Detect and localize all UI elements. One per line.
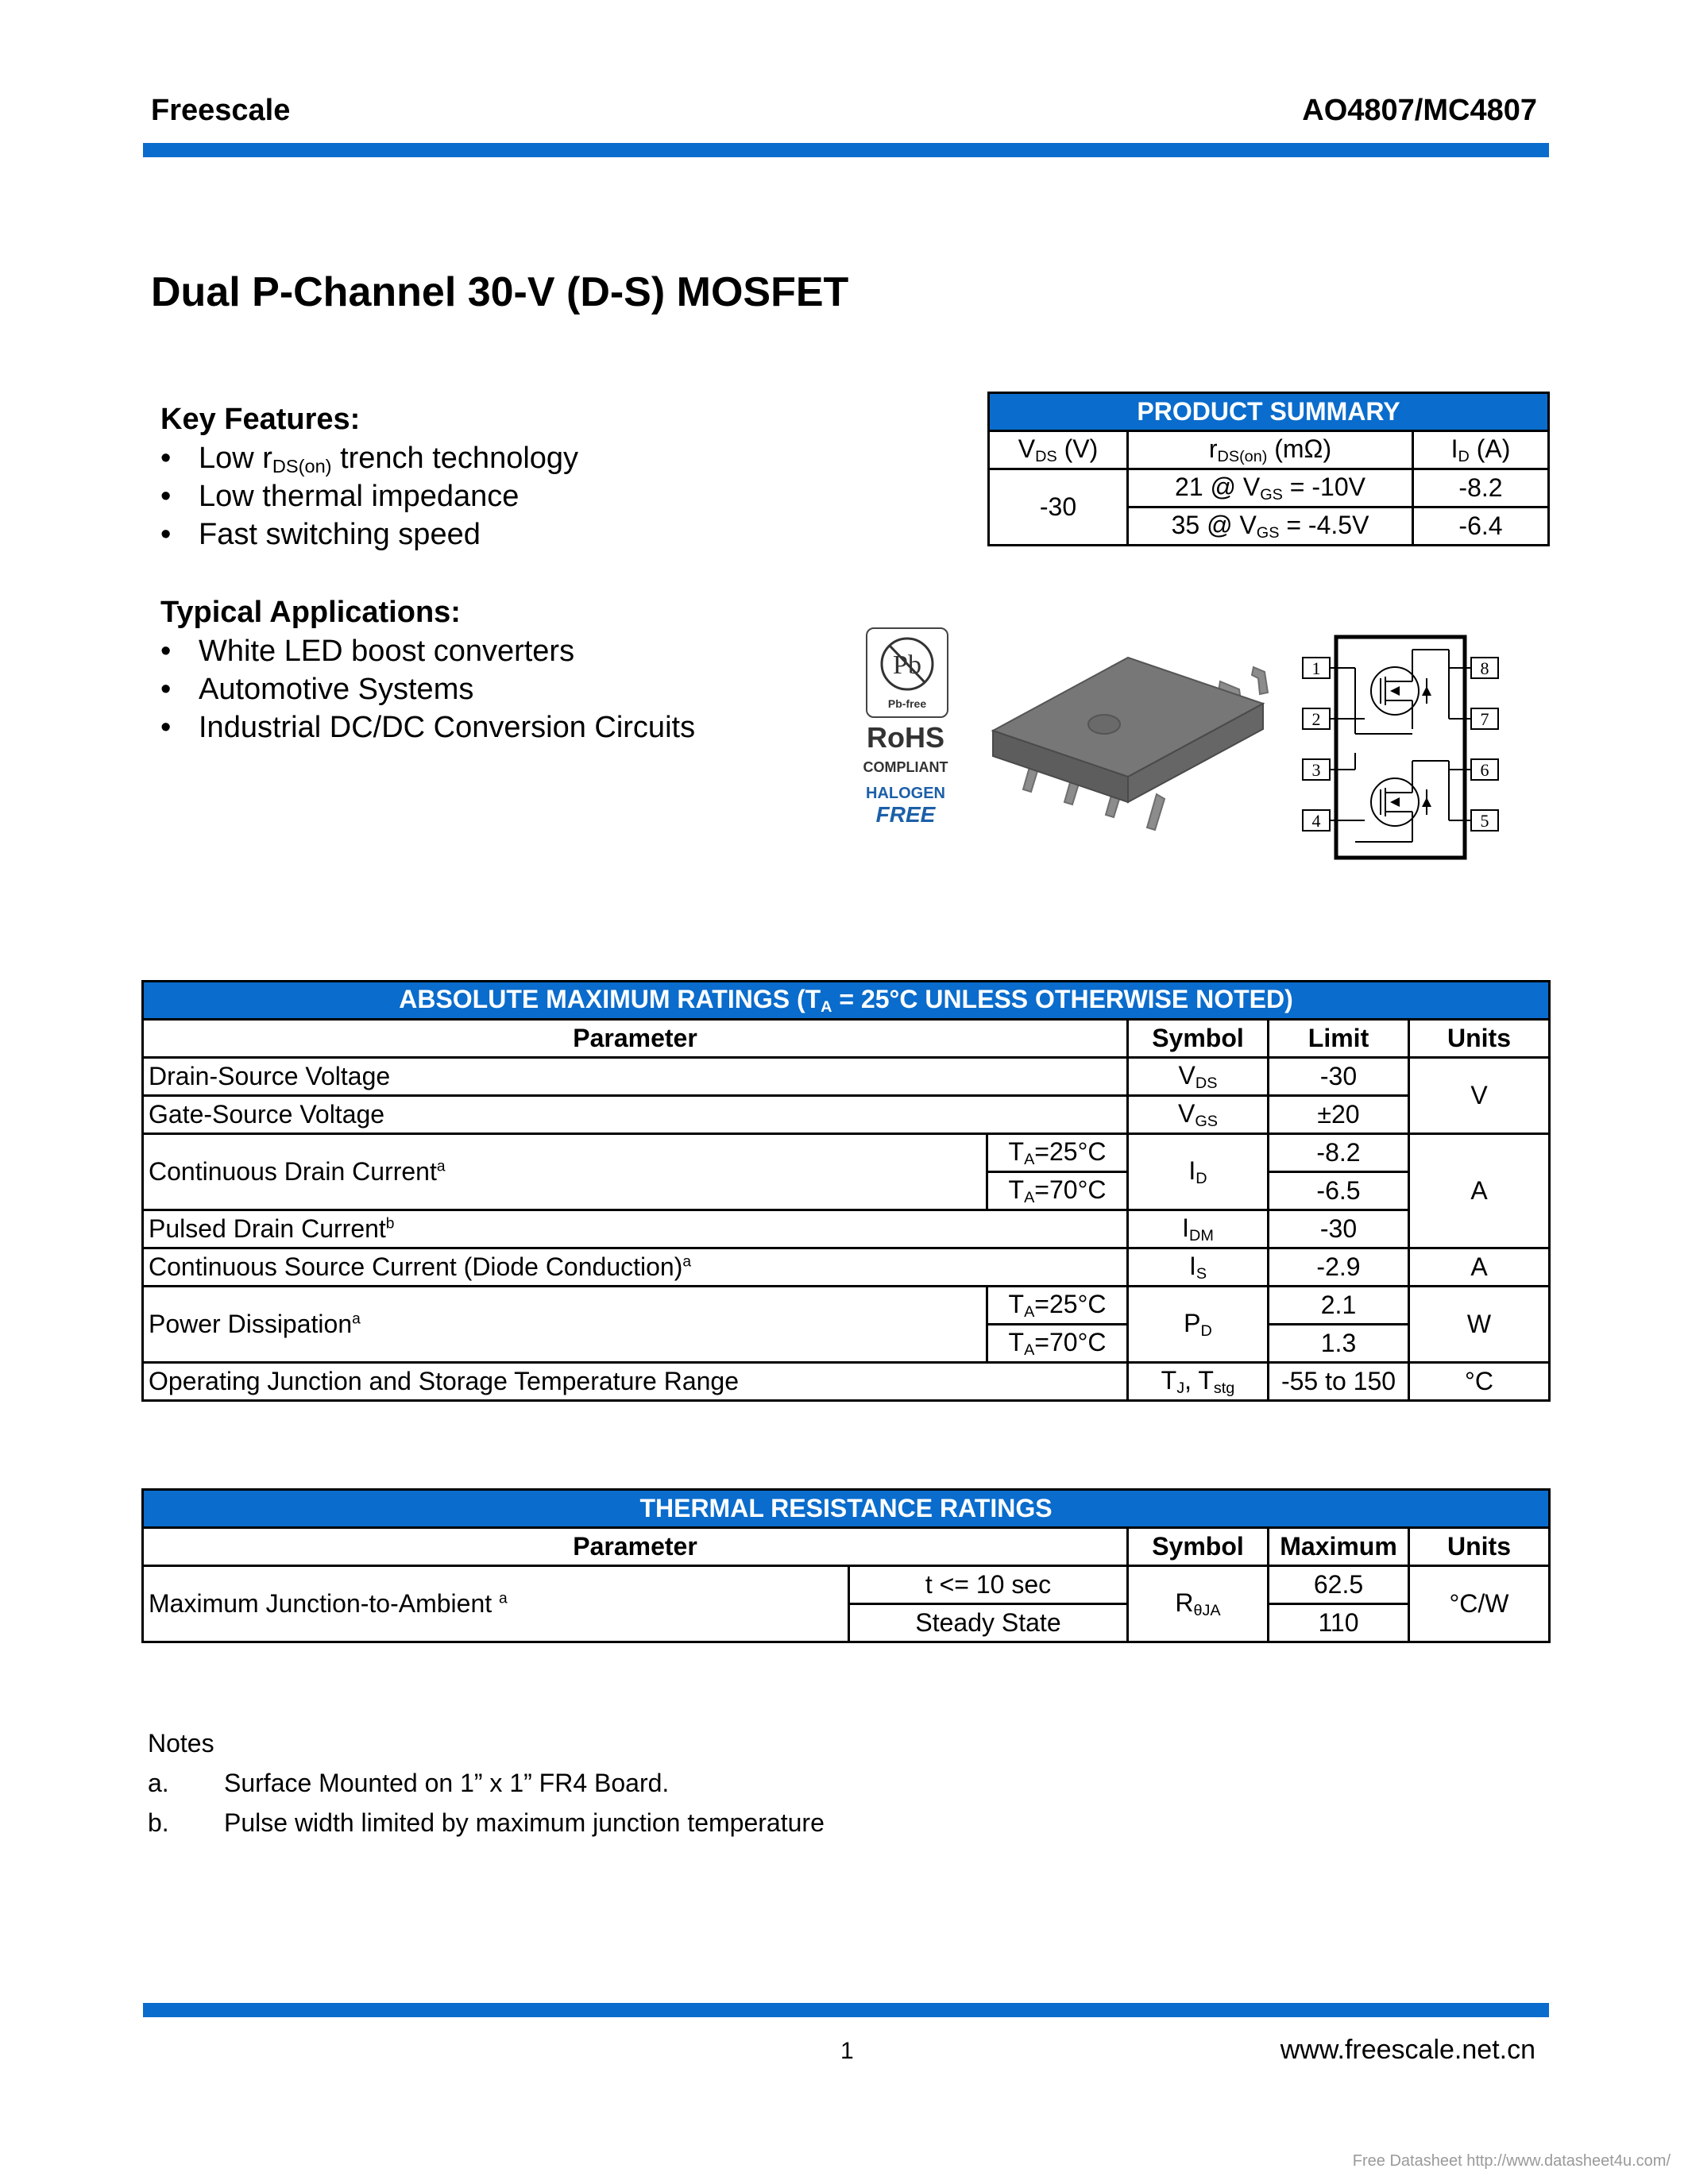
company-name: Freescale [151, 94, 291, 127]
pb-free-label: Pb-free [887, 697, 927, 710]
symbol-cell: $P_D$ [1128, 1287, 1269, 1363]
param-cell: Maximum Junction-to-Ambient $^a$ [143, 1566, 849, 1642]
pin-label: 5 [1480, 811, 1489, 831]
param-cell: Drain-Source Voltage [143, 1058, 1128, 1096]
limit-cell: -30 [1269, 1210, 1409, 1248]
id-value: -6.4 [1413, 507, 1549, 546]
pin-label: 3 [1311, 760, 1321, 780]
units-cell: A [1409, 1134, 1550, 1248]
header-units: Units [1409, 1020, 1550, 1058]
units-cell: °C [1409, 1363, 1550, 1401]
rds-value: 21 @ $V_{GS} = -10V$ [1128, 469, 1413, 507]
application-item: • White LED boost converters [160, 635, 575, 668]
soic-package-image [985, 635, 1271, 850]
product-summary-table [987, 392, 1550, 546]
vds-header: $V_{DS}$ (V) [989, 431, 1128, 469]
table-row [143, 1363, 1550, 1401]
header-symbol: Symbol [1128, 1020, 1269, 1058]
table-row [143, 1287, 1550, 1325]
table-row [143, 1248, 1550, 1287]
header-rule [143, 143, 1549, 157]
pin-label: 8 [1480, 658, 1489, 678]
header-maximum: Maximum [1269, 1528, 1409, 1566]
pinout-diagram [1293, 634, 1508, 861]
limit-cell: -8.2 [1269, 1134, 1409, 1172]
notes-heading: Notes [148, 1729, 214, 1758]
applications-heading: Typical Applications: [160, 596, 461, 629]
no-lead-icon [867, 632, 947, 696]
header-limit: Limit [1269, 1020, 1409, 1058]
limit-cell: 1.3 [1269, 1325, 1409, 1363]
maximum-cell: 110 [1269, 1604, 1409, 1642]
product-summary-title: PRODUCT SUMMARY [989, 393, 1549, 431]
abs-max-title: ABSOLUTE MAXIMUM RATINGS ($T_A = 25^\circ C$ UNLESS OTHERWISE NOTED) [143, 982, 1550, 1020]
note-item: a. Surface Mounted on 1” x 1” FR4 Board. [148, 1769, 670, 1797]
id-value: -8.2 [1413, 469, 1549, 507]
feature-item: • Low thermal impedance [160, 480, 520, 513]
units-cell: V [1409, 1058, 1550, 1134]
thermal-resistance-table [141, 1488, 1551, 1643]
symbol-cell: $R_{\theta JA}$ [1128, 1566, 1269, 1642]
table-row [143, 1058, 1550, 1096]
rds-header: $r_{DS(on)}$ (mΩ) [1128, 431, 1413, 469]
pin-label: 6 [1480, 760, 1489, 780]
footer-rule [143, 2003, 1549, 2017]
page-title: Dual P-Channel 30-V (D-S) MOSFET [151, 269, 849, 315]
header-symbol: Symbol [1128, 1528, 1269, 1566]
absolute-max-ratings-table [141, 980, 1551, 1402]
header-parameter: Parameter [143, 1528, 1128, 1566]
pin-label: 2 [1311, 709, 1321, 729]
compliant-label: COMPLIANT [863, 759, 948, 775]
pin-label: 4 [1311, 811, 1321, 831]
vds-value: -30 [989, 469, 1128, 546]
condition-cell: $T_A=70^\circ C$ [987, 1172, 1128, 1210]
limit-cell: -30 [1269, 1058, 1409, 1096]
application-item: • Industrial DC/DC Conversion Circuits [160, 711, 696, 744]
website-link[interactable]: www.freescale.net.cn [1280, 2035, 1535, 2065]
condition-cell: Steady State [849, 1604, 1128, 1642]
param-cell: Continuous Source Current (Diode Conduction)$^a$ [143, 1248, 1128, 1287]
svg-text:Pb: Pb [893, 650, 921, 680]
limit-cell: ±20 [1269, 1096, 1409, 1134]
key-features [160, 399, 875, 554]
condition-cell: $T_A=25^\circ C$ [987, 1134, 1128, 1172]
condition-cell: $T_A=25^\circ C$ [987, 1287, 1128, 1325]
table-row [143, 1210, 1550, 1248]
watermark: Free Datasheet http://www.datasheet4u.com/ [1352, 2152, 1671, 2170]
limit-cell: 2.1 [1269, 1287, 1409, 1325]
symbol-cell: $I_S$ [1128, 1248, 1269, 1287]
param-cell: Gate-Source Voltage [143, 1096, 1128, 1134]
halogen-label: HALOGEN [866, 785, 945, 802]
param-cell: Continuous Drain Current$^a$ [143, 1134, 987, 1210]
limit-cell: -2.9 [1269, 1248, 1409, 1287]
param-cell: Power Dissipation$^a$ [143, 1287, 987, 1363]
note-item: b. Pulse width limited by maximum junction temperature [148, 1808, 825, 1837]
symbol-cell: $V_{DS}$ [1128, 1058, 1269, 1096]
maximum-cell: 62.5 [1269, 1566, 1409, 1604]
table-row [143, 1566, 1550, 1604]
condition-cell: t <= 10 sec [849, 1566, 1128, 1604]
feature-item: • Low $r_{DS(on)}$ trench technology [160, 442, 579, 477]
header-parameter: Parameter [143, 1020, 1128, 1058]
symbol-cell: $T_J$, $T_{stg}$ [1128, 1363, 1269, 1401]
table-row [143, 1134, 1550, 1172]
pin-label: 1 [1311, 658, 1321, 678]
units-cell: °C/W [1409, 1566, 1550, 1642]
part-number: AO4807/MC4807 [1302, 94, 1537, 127]
symbol-cell: $V_{GS}$ [1128, 1096, 1269, 1134]
limit-cell: -55 to 150 [1269, 1363, 1409, 1401]
param-cell: Operating Junction and Storage Temperature Range [143, 1363, 1128, 1401]
feature-item: • Fast switching speed [160, 518, 481, 551]
key-features-heading: Key Features: [160, 403, 361, 436]
units-cell: A [1409, 1248, 1550, 1287]
notes [148, 1723, 825, 1843]
id-header: $I_D$ (A) [1413, 431, 1549, 469]
symbol-cell: $I_D$ [1128, 1134, 1269, 1210]
units-cell: W [1409, 1287, 1550, 1363]
table-row [143, 1096, 1550, 1134]
limit-cell: -6.5 [1269, 1172, 1409, 1210]
rohs-label: RoHS [867, 721, 944, 754]
pb-free-badge [866, 627, 948, 718]
application-item: • Automotive Systems [160, 673, 474, 706]
rds-value: 35 @ $V_{GS} = -4.5V$ [1128, 507, 1413, 546]
header-units: Units [1409, 1528, 1550, 1566]
symbol-cell: $I_{DM}$ [1128, 1210, 1269, 1248]
free-label: FREE [875, 802, 936, 827]
typical-applications [160, 592, 875, 747]
condition-cell: $T_A=70^\circ C$ [987, 1325, 1128, 1363]
thermal-title: THERMAL RESISTANCE RATINGS [143, 1490, 1550, 1528]
param-cell: Pulsed Drain Current$^b$ [143, 1210, 1128, 1248]
pin-label: 7 [1480, 709, 1489, 729]
page-number: 1 [840, 2038, 854, 2064]
